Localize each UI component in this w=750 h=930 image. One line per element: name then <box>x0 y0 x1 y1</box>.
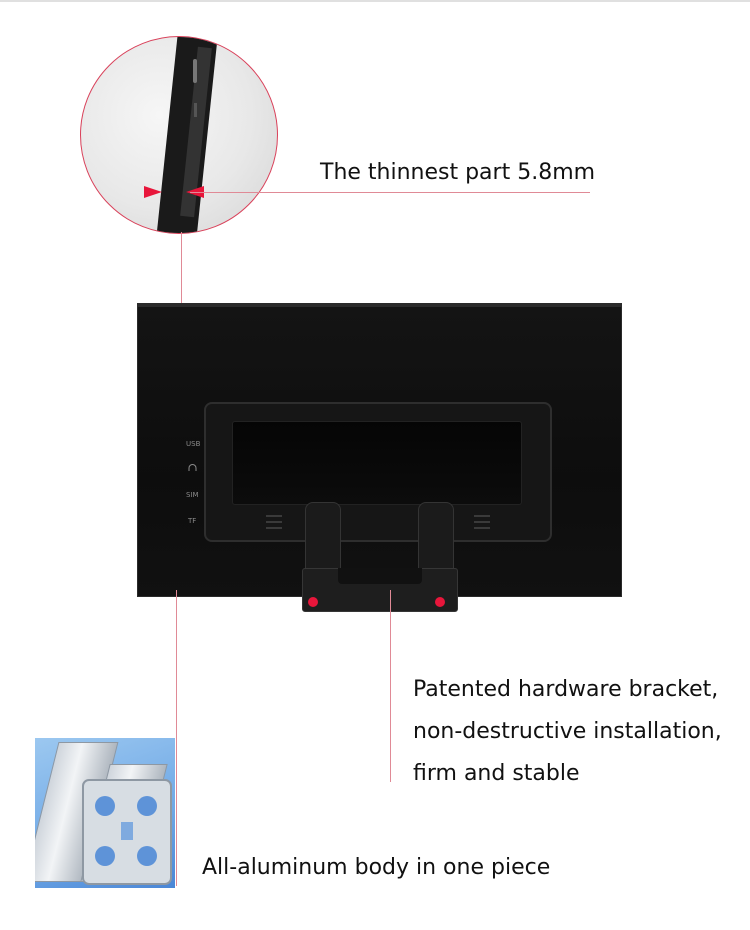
bracket-callout-line1: Patented hardware bracket, <box>413 677 719 702</box>
thinnest-callout-text: The thinnest part 5.8mm <box>320 160 596 185</box>
dock-window <box>232 421 522 505</box>
bracket-callout-line <box>390 590 391 782</box>
usb-port-label: USB <box>186 440 201 448</box>
bracket-notch <box>338 568 422 584</box>
tf-port-label: TF <box>188 517 197 525</box>
profile-cross-section <box>81 778 175 888</box>
aluminum-callout-line <box>176 590 177 886</box>
side-button <box>193 59 197 83</box>
tablet-top-edge <box>137 303 622 307</box>
bracket-callout-line2: non-destructive installation, <box>413 719 722 744</box>
aluminum-profile-image <box>35 738 175 888</box>
thinnest-callout-line <box>190 192 590 193</box>
circle-connector-line <box>181 232 182 304</box>
bracket-callout-line3: firm and stable <box>413 761 580 786</box>
headphone-icon <box>188 464 197 472</box>
right-vent <box>474 515 490 529</box>
sim-port-label: SIM <box>186 491 199 499</box>
bracket-right-screw <box>435 597 445 607</box>
top-divider <box>0 0 750 2</box>
thickness-detail-image <box>80 36 278 234</box>
bracket-left-screw <box>308 597 318 607</box>
left-vent <box>266 515 282 529</box>
aluminum-callout-text: All-aluminum body in one piece <box>202 855 551 880</box>
side-port <box>194 103 197 117</box>
